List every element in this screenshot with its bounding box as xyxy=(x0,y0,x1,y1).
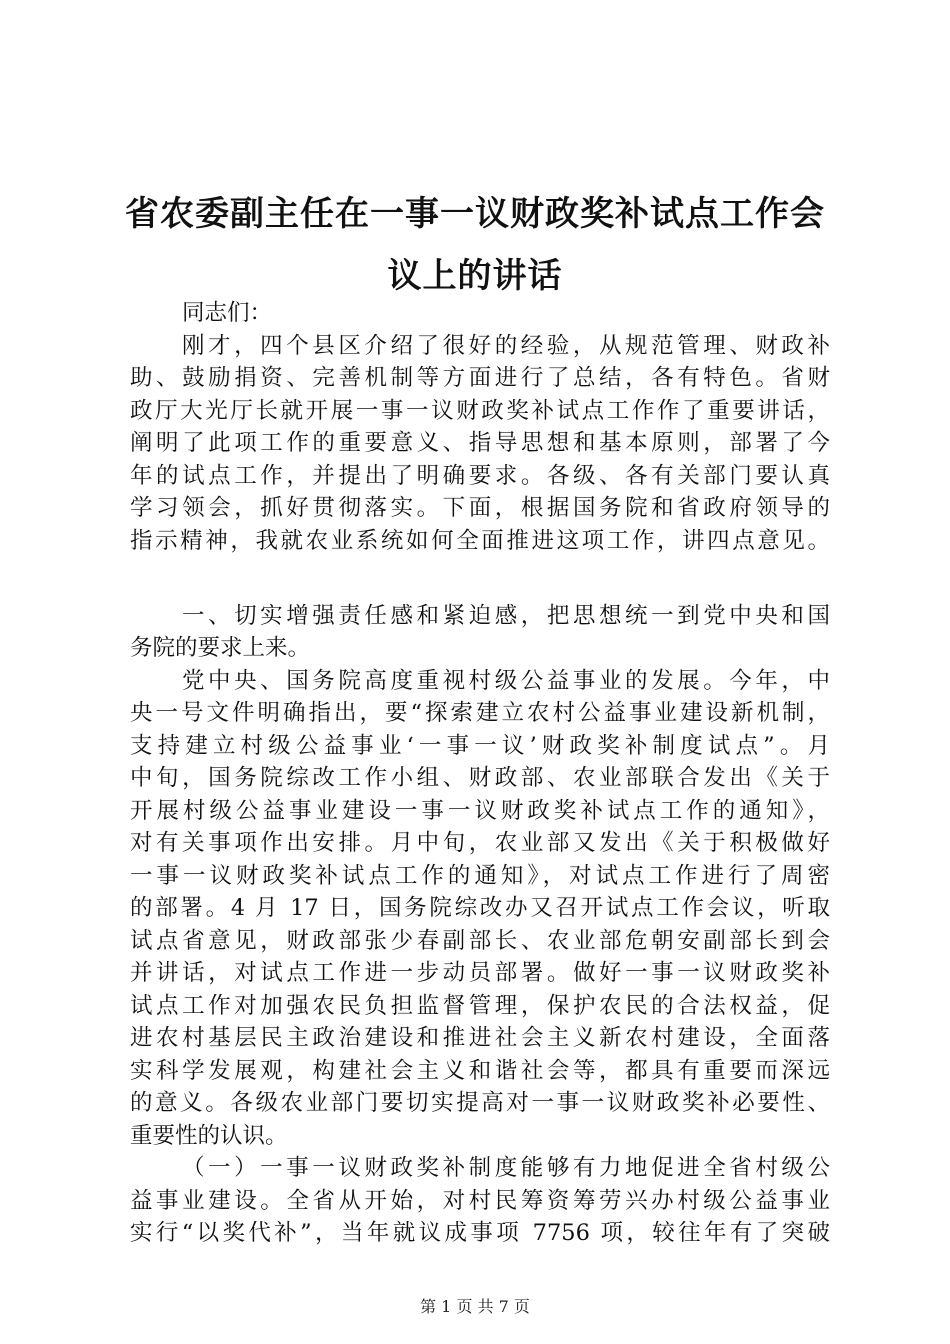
paragraph-line: 指示精神，我就农业系统如何全面推进这项工作，讲四点意见。 xyxy=(130,527,830,554)
paragraph-line: 对有关事项作出安排。月中旬，农业部又发出《关于积极做好 xyxy=(130,830,830,856)
paragraph-line: 刚才，四个县区介绍了很好的经验，从规范管理、财政补 xyxy=(182,332,830,359)
paragraph-line: 政厅大光厅长就开展一事一议财政奖补试点工作作了重要讲话， xyxy=(130,397,830,424)
paragraph-line: 进农村基层民主政治建设和推进社会主义新农村建设，全面落 xyxy=(130,1025,830,1051)
paragraph-line: 同志们： xyxy=(182,300,273,326)
paragraph-line: 益事业建设。全省从开始，对村民筹资筹劳兴办村级公益事业 xyxy=(130,1187,830,1214)
paragraph-line: 学习领会，抓好贯彻落实。下面，根据国务院和省政府领导的 xyxy=(130,495,830,521)
paragraph-line: 的部署。4 月 17 日，国务院综改办又召开试点工作会议，听取 xyxy=(130,895,830,921)
paragraph-line: 并讲话，对试点工作进一步动员部署。做好一事一议财政奖补 xyxy=(130,960,830,986)
paragraph-line: 务院的要求上来。 xyxy=(130,635,311,661)
paragraph-line: 阐明了此项工作的重要意义、指导思想和基本原则，部署了今 xyxy=(130,430,830,456)
paragraph-line: 央一号文件明确指出，要“探索建立农村公益事业建设新机制， xyxy=(130,700,830,726)
paragraph-line: 助、鼓励捐资、完善机制等方面进行了总结，各有特色。省财 xyxy=(130,365,830,391)
paragraph-line: 中旬，国务院综改工作小组、财政部、农业部联合发出《关于 xyxy=(130,765,830,791)
paragraph-line: 实行“以奖代补”，当年就议成事项 7756 项，较往年有了突破 xyxy=(130,1220,830,1246)
paragraph-line: 重要性的认识。 xyxy=(130,1122,288,1149)
paragraph-line: 支持建立村级公益事业‘一事一议’财政奖补制度试点”。月 xyxy=(130,732,830,759)
page-footer: 第 1 页 共 7 页 xyxy=(420,1297,530,1316)
paragraph-line: 实科学发展观，构建社会主义和谐社会等，都具有重要而深远 xyxy=(130,1057,830,1084)
paragraph-line: 一、切实增强责任感和紧迫感，把思想统一到党中央和国 xyxy=(182,602,830,629)
document-title-line-2: 议上的讲话 xyxy=(387,256,563,296)
paragraph-line: 开展村级公益事业建设一事一议财政奖补试点工作的通知》， xyxy=(130,797,830,824)
blank-line xyxy=(130,558,830,588)
paragraph-line: 党中央、国务院高度重视村级公益事业的发展。今年，中 xyxy=(182,667,830,694)
paragraph-line: 试点省意见，财政部张少春副部长、农业部危朝安副部长到会 xyxy=(130,927,830,954)
paragraph-line: （一）一事一议财政奖补制度能够有力地促进全省村级公 xyxy=(182,1155,830,1181)
paragraph-line: 年的试点工作，并提出了明确要求。各级、各有关部门要认真 xyxy=(130,462,830,489)
paragraph-line: 一事一议财政奖补试点工作的通知》，对试点工作进行了周密 xyxy=(130,862,830,889)
document-title-line-1: 省农委副主任在一事一议财政奖补试点工作会 xyxy=(125,194,825,234)
paragraph-line: 试点工作对加强农民负担监督管理，保护农民的合法权益，促 xyxy=(130,992,830,1019)
paragraph-line: 的意义。各级农业部门要切实提高对一事一议财政奖补必要性、 xyxy=(130,1090,830,1116)
